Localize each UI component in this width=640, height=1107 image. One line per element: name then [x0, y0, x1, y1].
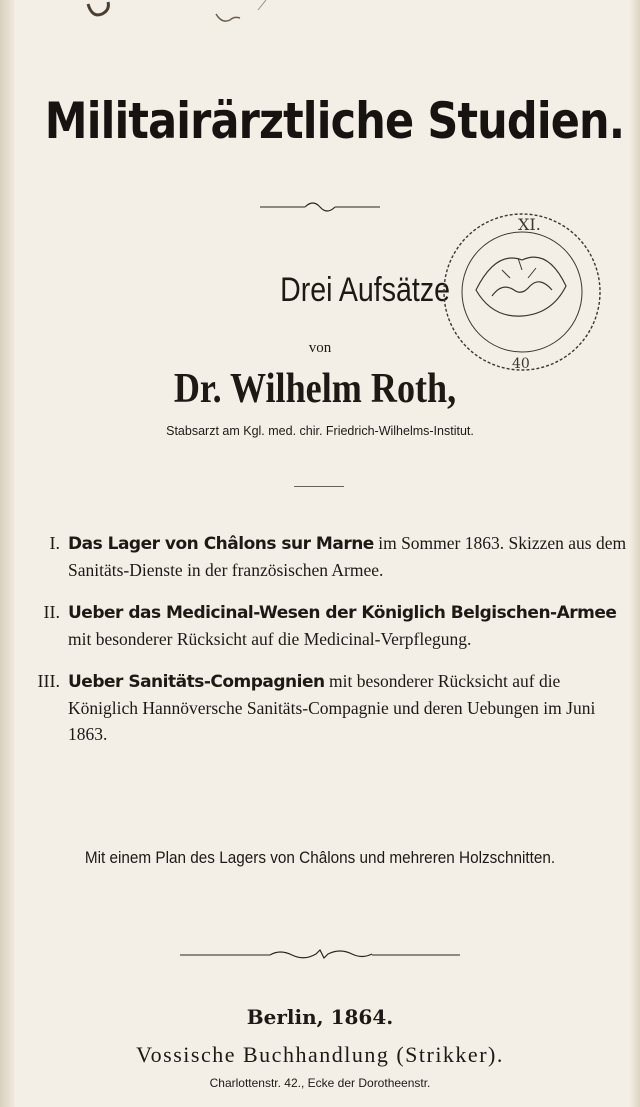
entry-text: im Sommer 1863. Skizzen aus dem Sanitäts-Dienste in der französischen Armee.: [68, 533, 627, 580]
publisher-address: Charlottenstr. 42., Ecke der Dorotheenstr.: [209, 1076, 431, 1090]
top-ink-marks: [0, 0, 640, 60]
entry-heading: Ueber Sanitäts-Compagnien: [68, 672, 325, 692]
subtitle: Drei Aufsätze: [280, 271, 450, 309]
illustrations-note: Mit einem Plan des Lagers von Châlons und mehreren Holzschnitten.: [84, 848, 556, 867]
stamp-top-text: XI.: [518, 215, 541, 234]
contents-entry-3: [18, 668, 630, 747]
entry-numeral: II.: [43, 602, 60, 622]
entry-numeral: III.: [37, 671, 60, 691]
author-name: Dr. Wilhelm Roth,: [173, 366, 457, 412]
place-and-year: Berlin, 1864.: [246, 1005, 394, 1029]
imprint-rule-ornament: [180, 948, 460, 962]
section-divider: [294, 486, 344, 487]
entry-numeral: I.: [49, 533, 60, 553]
entry-text: mit besonderer Rücksicht auf die Medicinal-Verpflegung.: [68, 629, 472, 649]
by-line: von: [308, 340, 332, 356]
contents-entry-1: [18, 530, 630, 583]
page-edge-left: [0, 0, 14, 1107]
table-of-contents: [18, 530, 630, 763]
author-affiliation: Stabsarzt am Kgl. med. chir. Friedrich-Wilhelms-Institut.: [166, 424, 474, 438]
stamp-bottom-text: 40: [512, 356, 530, 372]
contents-entry-2: [18, 599, 630, 652]
entry-heading: Ueber das Medicinal-Wesen der Königlich Belgischen-Armee: [68, 603, 617, 623]
book-title: Militairärztliche Studien.: [44, 92, 625, 150]
entry-heading: Das Lager von Châlons sur Marne: [68, 534, 374, 554]
entry-text: mit besonderer Rücksicht auf die Königlich Hannöversche Sanitäts-Compagnie und deren Uebungen im Juni 1863.: [68, 671, 596, 744]
publisher: Vossische Buchhandlung (Strikker).: [136, 1042, 504, 1067]
library-stamp: [432, 200, 612, 380]
title-rule-ornament: [260, 200, 380, 214]
page-edge-right: [630, 0, 640, 1107]
